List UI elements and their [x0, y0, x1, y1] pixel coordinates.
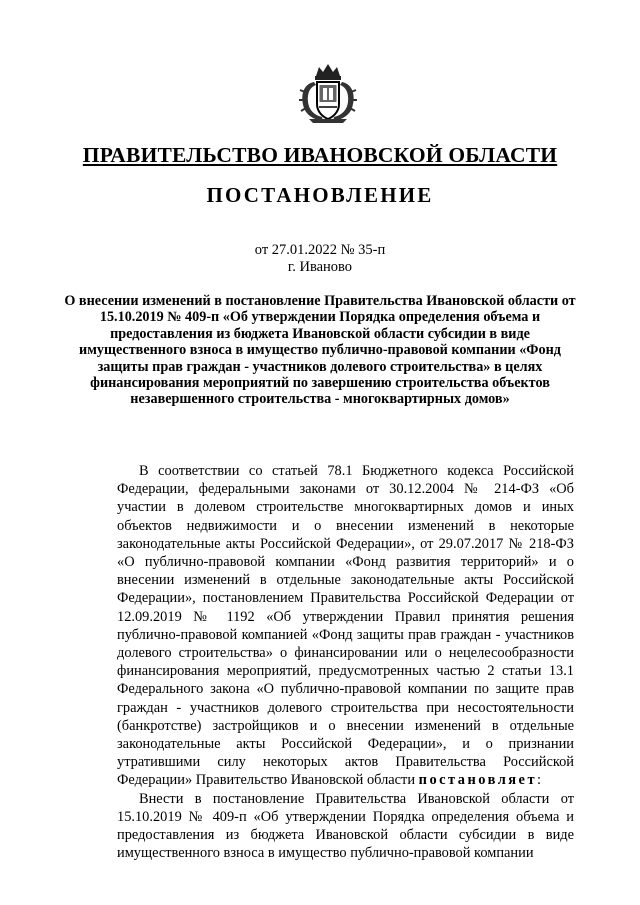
document-body	[117, 462, 574, 862]
coat-of-arms-icon	[299, 62, 357, 124]
resolves-word: постановляет	[418, 772, 538, 789]
city: г. Иваново	[287, 259, 353, 275]
document-type: ПОСТАНОВЛЕНИЕ	[206, 183, 434, 207]
paragraph	[117, 462, 574, 790]
paragraph: Внести в постановление Правительства Ивановской области от 15.10.2019 № 409-п «Об утверждении Порядка определения объема и предоставления из бюджета Ивановской области субсидии в виде имущественного взноса в имущество публично-правовой компании	[117, 790, 574, 862]
paragraph-text: В соответствии со статьей 78.1 Бюджетного кодекса Российской Федерации, федеральными законами от 30.12.2004 № 214-ФЗ «Об участии в долевом строительстве многоквартирных домов и иных объектов недвижимости и о внесении изменений в некоторые законодательные акты Российской Федерации», от 29.07.2017 № 218-ФЗ «О публично-правовой компании «Фонд развития территорий» и о внесении изменений в отдельные законодательные акты Российской Федерации», постановлением Правительства Российской Федерации от 12.09.2019 № 1192 «Об утверждении Правил принятия решения публично-правовой компанией «Фонд защиты прав граждан - участников долевого строительства» о финансировании или о нецелесообразности финансирования мероприятий, предусмотренных частью 2 статьи 13.1 Федерального закона «О публично-правовой компании по защите прав граждан - участников долевого строительства при несостоятельности (банкротстве) застройщиков и о внесении изменений в отдельные законодательные акты Российской Федерации», и о признании утратившими силу некоторых актов Правительства Российской Федерации» Правительство Ивановской области	[117, 463, 574, 789]
colon: :	[537, 772, 542, 789]
date-number: от 27.01.2022 № 35-п	[254, 242, 386, 258]
document-meta	[0, 242, 640, 276]
government-title: ПРАВИТЕЛЬСТВО ИВАНОВСКОЙ ОБЛАСТИ	[82, 143, 558, 167]
document-subject: О внесении изменений в постановление Правительства Ивановской области от 15.10.2019 № 409-п «Об утверждении Порядка определения объема и предоставления из бюджета Ивановской области субсидии в виде имущественного взноса в имущество публично-правовой компании «Фонд защиты прав граждан - участников долевого строительства» в целях финансирования мероприятий по завершению строительства объектов незавершенного строительства - многоквартирных домов»	[64, 293, 576, 408]
